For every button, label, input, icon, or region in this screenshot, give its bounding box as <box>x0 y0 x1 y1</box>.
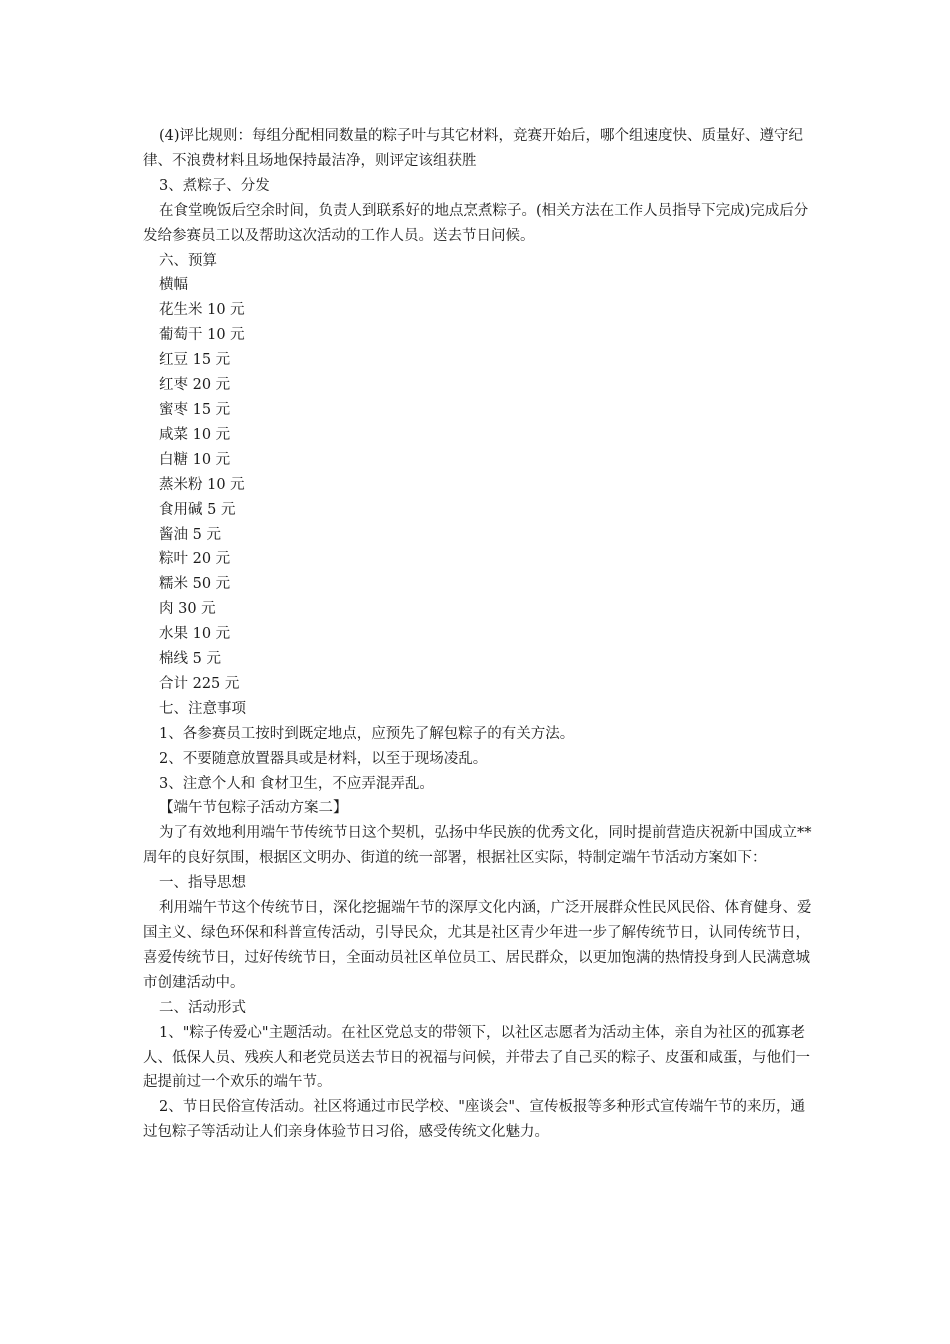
budget-item: 白糖 10 元 <box>159 451 231 468</box>
section-heading: 二、活动形式 <box>159 999 246 1016</box>
section-heading: 3、煮粽子、分发 <box>159 177 270 194</box>
note-item: 1、各参赛员工按时到既定地点，应预先了解包粽子的有关方法。 <box>159 725 575 742</box>
budget-item: 粽叶 20 元 <box>159 551 231 568</box>
budget-item: 横幅 <box>159 277 188 294</box>
budget-item: 糯米 50 元 <box>159 576 231 593</box>
note-item: 2、不要随意放置器具或是材料，以至于现场凌乱。 <box>159 750 488 767</box>
budget-item: 蒸米粉 10 元 <box>159 476 245 493</box>
note-item: 3、注意个人和 食材卫生，不应弄混弄乱。 <box>159 775 434 792</box>
section-heading: 六、预算 <box>159 252 217 269</box>
paragraph: 2、节日民俗宣传活动。社区将通过市民学校、"座谈会"、宣传板报等多种形式宣传端午节的来历，通过包粽子等活动让人们亲身体验节日习俗，感受传统文化魅力。 <box>143 1099 806 1141</box>
paragraph: 利用端午节这个传统节日，深化挖掘端午节的深厚文化内涵，广泛开展群众性民风民俗、体育健身、爱国主义、绿色环保和科普宣传活动，引导民众，尤其是社区青少年进一步了解传统节日，认同传统节日，喜爱传统节日，过好传统节日，全面动员社区单位员工、居民群众，以更加饱满的热情投身到人民满意城市创建活动中。 <box>143 900 812 991</box>
paragraph: 为了有效地利用端午节传统节日这个契机，弘扬中华民族的优秀文化，同时提前营造庆祝新中国成立**周年的良好氛围，根据区文明办、街道的统一部署，根据社区实际，特制定端午节活动方案如下： <box>143 825 812 867</box>
budget-item: 红枣 20 元 <box>159 377 231 394</box>
budget-item: 肉 30 元 <box>159 601 216 618</box>
budget-item: 棉线 5 元 <box>159 651 221 668</box>
budget-item: 红豆 15 元 <box>159 352 231 369</box>
budget-item: 酱油 5 元 <box>159 526 221 543</box>
rule-paragraph: (4)评比规则：每组分配相同数量的粽子叶与其它材料，竞赛开始后，哪个组速度快、质量好、遵守纪律、不浪费材料且场地保持最洁净，则评定该组获胜 <box>143 128 804 169</box>
paragraph: 1、"粽子传爱心"主题活动。在社区党总支的带领下，以社区志愿者为活动主体，亲自为社区的孤寡老人、低保人员、残疾人和老党员送去节日的祝福与问候，并带去了自己买的粽子、皮蛋和咸蛋，与他们一起提前过一个欢乐的端午节。 <box>143 1024 810 1091</box>
budget-item: 水果 10 元 <box>159 626 231 643</box>
document-body <box>143 124 815 1145</box>
section-heading: 七、注意事项 <box>159 700 246 717</box>
plan-title: 【端午节包粽子活动方案二】 <box>159 800 348 817</box>
budget-item: 葡萄干 10 元 <box>159 327 245 344</box>
section-heading: 一、指导思想 <box>159 875 246 892</box>
budget-item: 咸菜 10 元 <box>159 426 231 443</box>
budget-total: 合计 225 元 <box>159 675 240 692</box>
budget-item: 花生米 10 元 <box>159 302 245 319</box>
budget-item: 蜜枣 15 元 <box>159 401 231 418</box>
budget-item: 食用碱 5 元 <box>159 501 236 518</box>
paragraph: 在食堂晚饭后空余时间，负责人到联系好的地点烹煮粽子。(相关方法在工作人员指导下完成)完成后分发给参赛员工以及帮助这次活动的工作人员。送去节日问候。 <box>143 202 809 244</box>
